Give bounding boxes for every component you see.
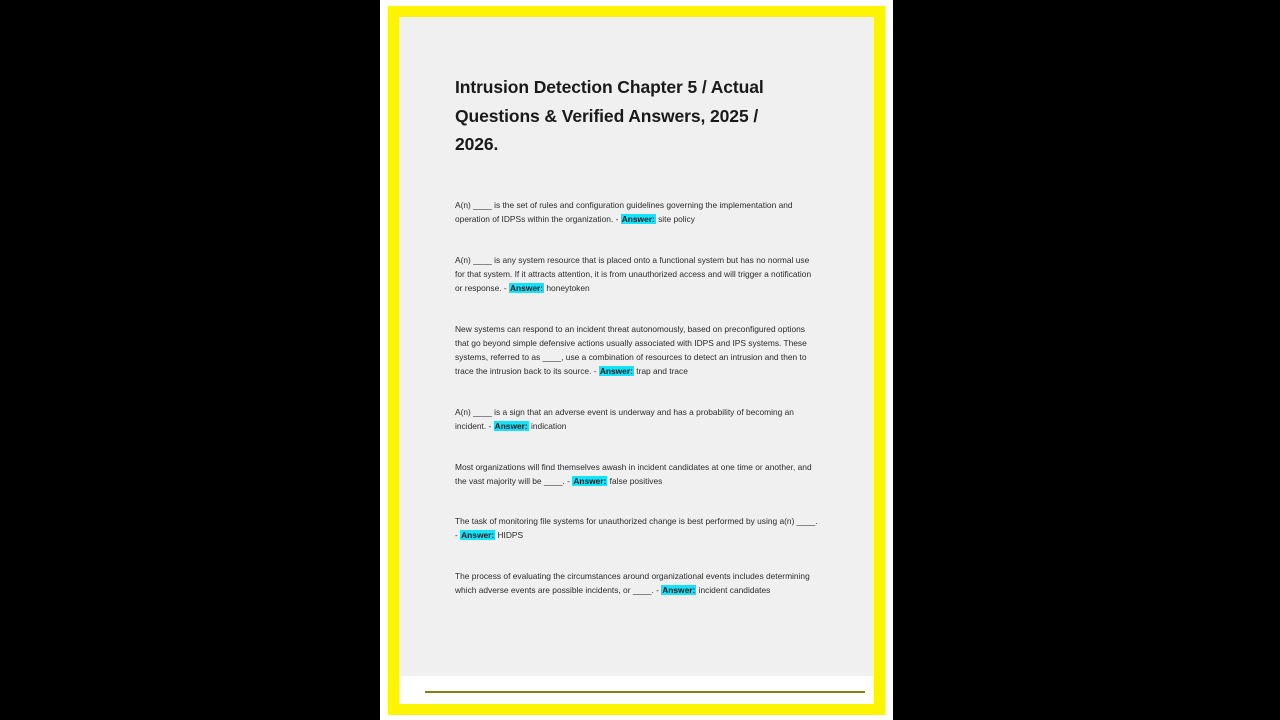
answer-label: Answer: [662, 585, 696, 596]
qa-item [455, 199, 820, 227]
answer-value: site policy [655, 214, 695, 225]
question-text: The task of monitoring file systems for unauthorized change is best performed by using a(n) ____. - [455, 516, 818, 541]
answer-label: Answer: [461, 530, 495, 541]
qa-item [455, 461, 820, 489]
question-text: Most organizations will find themselves awash in incident candidates at one time or another, and the vast majority will be ____. - [455, 461, 812, 486]
question-text: A(n) ____ is a sign that an adverse event is underway and has a probability of becoming an incident. - [455, 406, 794, 431]
yellow-border-frame [388, 6, 885, 715]
answer-label: Answer: [494, 420, 528, 431]
qa-item [455, 515, 820, 543]
document-content [399, 17, 874, 598]
footer-rule [425, 691, 865, 693]
qa-item [455, 323, 820, 379]
answer-label: Answer: [621, 214, 655, 225]
qa-item [455, 254, 820, 296]
answer-value: HIDPS [495, 530, 524, 541]
question-text: A(n) ____ is any system resource that is placed onto a functional system but has no normal use for that system. If it attracts attention, it is from unauthorized access and will trigger a notification or response. - [455, 254, 812, 293]
question-text: A(n) ____ is the set of rules and configuration guidelines governing the implementation and operation of IDPSs within the organization. - [455, 200, 793, 225]
answer-label: Answer: [599, 365, 633, 376]
question-text: The process of evaluating the circumstances around organizational events includes determining which adverse events are possible incidents, or ____. - [455, 571, 810, 596]
qa-item [455, 570, 820, 598]
page-footer-band [399, 676, 874, 704]
question-answer-list [455, 199, 820, 598]
answer-value: indication [528, 420, 567, 431]
answer-label: Answer: [573, 475, 607, 486]
question-text: New systems can respond to an incident threat autonomously, based on preconfigured options that go beyond simple defensive actions usually associated with IDPS and IPS systems. These systems, referred to as ____, use a combination of resources to detect an intrusion and then to trace the intrusion back to its source. - [455, 323, 807, 376]
answer-value: trap and trace [633, 365, 688, 376]
qa-item [455, 406, 820, 434]
answer-value: false positives [607, 475, 663, 486]
page-title: Intrusion Detection Chapter 5 / Actual Questions & Verified Answers, 2025 / 2026. [455, 77, 764, 155]
answer-value: honeytoken [544, 282, 590, 293]
document-page [399, 17, 874, 704]
answer-value: incident candidates [696, 585, 771, 596]
answer-label: Answer: [510, 282, 544, 293]
